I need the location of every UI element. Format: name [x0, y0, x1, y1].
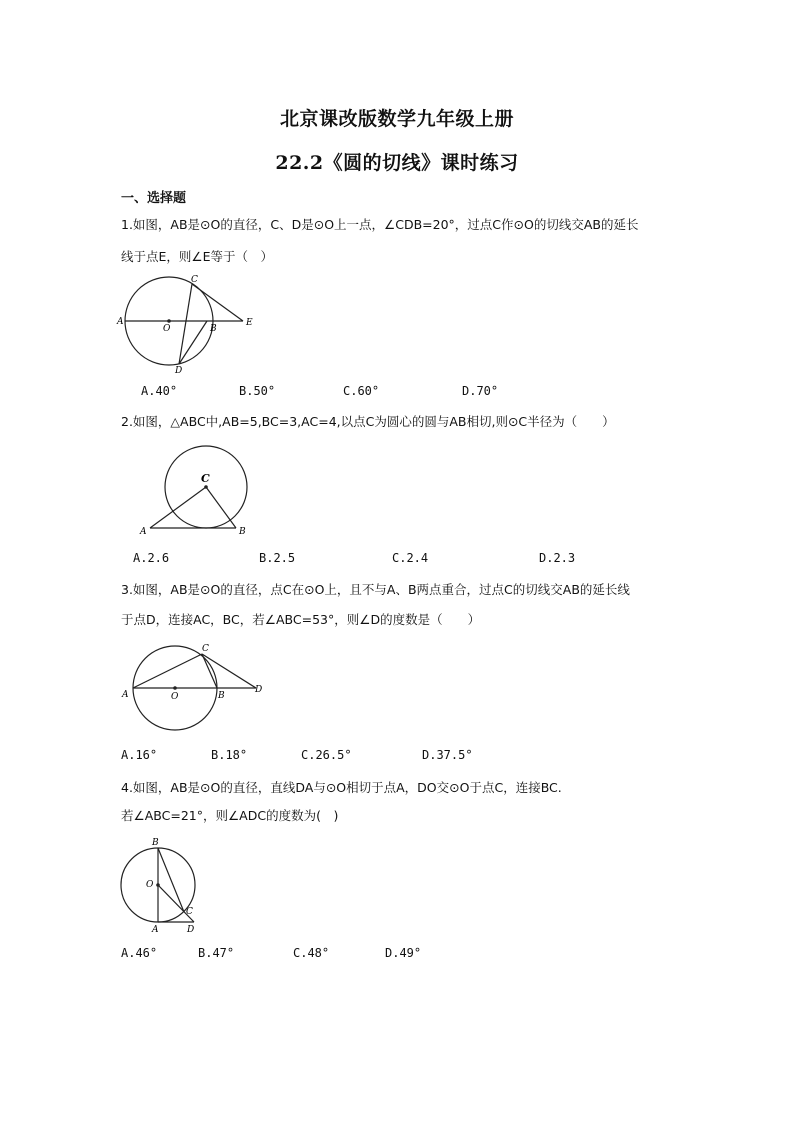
figure-label: C [186, 907, 193, 917]
question-4-line-2: 若∠ABC=21°，则∠ADC的度数为( ) [121, 808, 339, 823]
figure-label: A [122, 690, 129, 700]
figure-label: B [152, 838, 159, 848]
option-b[interactable]: B.2.5 [259, 551, 296, 565]
option-d[interactable]: D.49° [385, 946, 422, 960]
figure-label: D [187, 925, 195, 935]
section-heading: 一、选择题 [121, 191, 187, 206]
question-1-figure [115, 275, 260, 375]
figure-label: E [246, 318, 253, 328]
page-title: 北京课改版数学九年级上册 [279, 108, 514, 130]
figure-label: B [210, 324, 217, 334]
figure-label: C [201, 472, 210, 485]
option-c[interactable]: C.60° [343, 384, 380, 398]
option-b[interactable]: B.50° [239, 384, 276, 398]
figure-label: A [152, 925, 159, 935]
question-1-line-2: 线于点E，则∠E等于（ ） [121, 249, 274, 264]
figure-label: C [191, 275, 198, 285]
question-4-figure [112, 835, 212, 935]
figure-label: B [239, 527, 246, 537]
figure-label: O [171, 692, 179, 702]
option-c[interactable]: C.26.5° [301, 748, 352, 762]
option-a[interactable]: A.2.6 [133, 551, 170, 565]
figure-label: A [140, 527, 147, 537]
question-3-line-1: 3.如图，AB是⊙O的直径，点C在⊙O上，且不与A、B两点重合，过点C的切线交AB的延长线 [121, 582, 630, 597]
option-d[interactable]: D.70° [462, 384, 499, 398]
question-2-line-1: 2.如图，△ABC中,AB=5,BC=3,AC=4,以点C为圆心的圆与AB相切,则⊙C半径为（ ） [121, 414, 615, 429]
figure-label: D [175, 366, 183, 376]
option-b[interactable]: B.47° [198, 946, 235, 960]
figure-label: B [218, 691, 225, 701]
figure-label: D [255, 685, 263, 695]
question-3-figure [118, 640, 268, 735]
option-a[interactable]: A.40° [141, 384, 178, 398]
question-1-line-1: 1.如图，AB是⊙O的直径，C、D是⊙O上一点，∠CDB=20°，过点C作⊙O的切线交AB的延长 [121, 217, 639, 232]
question-4-line-1: 4.如图，AB是⊙O的直径，直线DA与⊙O相切于点A，DO交⊙O于点C，连接BC. [121, 780, 562, 795]
question-3-line-2: 于点D，连接AC，BC，若∠ABC=53°，则∠D的度数是（ ） [121, 612, 481, 627]
option-c[interactable]: C.48° [293, 946, 330, 960]
option-a[interactable]: A.16° [121, 748, 158, 762]
page-subtitle: 22.2《圆的切线》课时练习 [275, 152, 519, 174]
figure-label: C [202, 644, 209, 654]
figure-label: O [163, 324, 171, 334]
option-d[interactable]: D.2.3 [539, 551, 576, 565]
figure-label: A [117, 317, 124, 327]
option-c[interactable]: C.2.4 [392, 551, 429, 565]
option-b[interactable]: B.18° [211, 748, 248, 762]
option-a[interactable]: A.46° [121, 946, 158, 960]
figure-label: O [146, 880, 154, 890]
question-2-figure [138, 440, 258, 540]
option-d[interactable]: D.37.5° [422, 748, 473, 762]
